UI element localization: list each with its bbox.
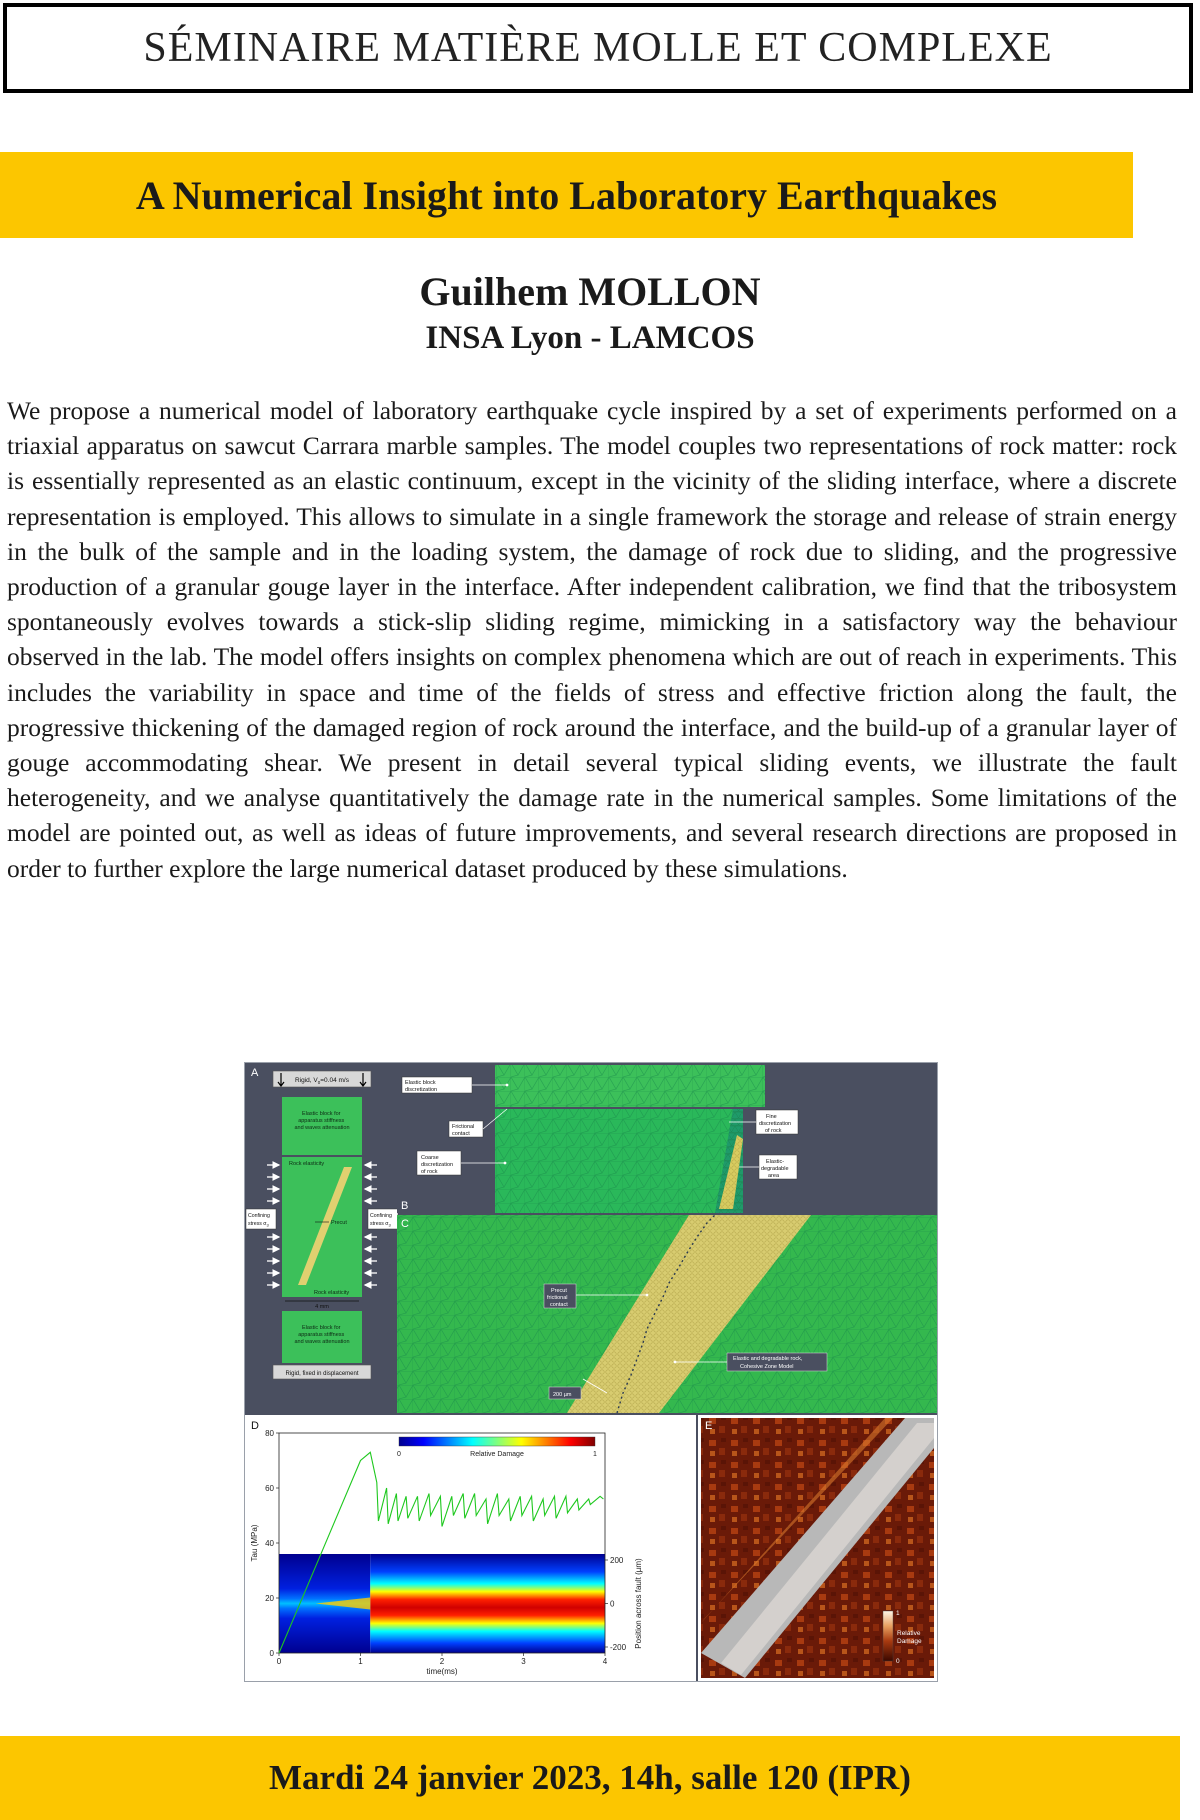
right-tick-label: -200 bbox=[610, 1643, 627, 1652]
panel-a-letter: A bbox=[251, 1067, 259, 1079]
rock-elasticity-bottom-label: Rock elasticity bbox=[314, 1290, 350, 1296]
x-tick-label: 3 bbox=[521, 1657, 526, 1666]
panel-c-precut-label: Precut frictional contact bbox=[547, 1288, 568, 1308]
abstract-text: We propose a numerical model of laboratory earthquake cycle inspired by a set of experiments performed on a triaxial apparatus on sawcut Carrara marble samples. The model couples two representations of rock matter: rock is essentially represented as an elastic continuum, except in the vicinity of the sliding interface, where a discrete representation is employed. This allows to simulate in a single framework the storage and release of strain energy in the bulk of the sample and in the loading system, the damage of rock due to sliding, and the progressive production of a granular gouge layer in the interface. After independent calibration, we find that the tribosystem spontaneously evolves towards a stick-slip sliding regime, mimicking in a satisfactory way the behaviour observed in the lab. The model offers insights on complex phenomena which are out of reach in experiments. This includes the variability in space and time of the fields of stress and effective friction along the fault, the progressive thickening of the damaged region of rock around the interface, and the build-up of a granular layer of gouge accommodating shear. We present in detail several typical sliding events, we illustrate the fault heterogeneity, and we analyse quantitatively the damage rate in the numerical samples. Some limitations of the model are pointed out, as well as ideas of future improvements, and several research directions are proposed in order to further explore the large numerical dataset produced by these simulations. bbox=[7, 396, 1177, 883]
y-tick-label: 80 bbox=[265, 1429, 274, 1438]
colorbar-max-label: 1 bbox=[593, 1451, 597, 1458]
x-tick-label: 4 bbox=[602, 1657, 608, 1666]
colorbar-min-label: 0 bbox=[397, 1451, 401, 1458]
y-tick-label: 20 bbox=[265, 1594, 274, 1603]
panel-d-letter: D bbox=[251, 1420, 259, 1432]
confining-right-label: Confining stress $\sigma_3$ bbox=[370, 1213, 392, 1228]
panel-e-colorbar bbox=[883, 1611, 893, 1661]
panel-e-colorbar-min: 0 bbox=[896, 1658, 900, 1665]
panel-b-fine-label: Fine discretization of rock bbox=[759, 1114, 792, 1134]
panel-b-frictional-label: Frictional contact bbox=[452, 1124, 475, 1137]
figure bbox=[244, 1062, 938, 1682]
right-axis-label: Position across fault (µm) bbox=[634, 1558, 643, 1649]
talk-title: A Numerical Insight into Laboratory Earthquakes bbox=[135, 172, 998, 218]
damage-heatmap-late bbox=[370, 1554, 605, 1653]
bottom-block-label: Elastic block for apparatus stiffness and waves attenuation bbox=[294, 1325, 350, 1345]
panel-c-letter: C bbox=[401, 1218, 409, 1230]
damage-colorbar bbox=[399, 1437, 595, 1446]
y-tick-label: 40 bbox=[265, 1539, 274, 1548]
panel-a bbox=[245, 1063, 398, 1413]
panel-e-letter: E bbox=[705, 1420, 713, 1432]
precut-label: Precut bbox=[331, 1220, 347, 1226]
panel-e-colorbar-max: 1 bbox=[896, 1610, 900, 1617]
panel-b-degradable-label: Elastic- degradable area bbox=[761, 1159, 789, 1179]
panel-e-colorbar-label: Relative Damage bbox=[897, 1630, 922, 1645]
panel-d bbox=[245, 1415, 696, 1681]
date-band bbox=[0, 1736, 1180, 1820]
event-date: Mardi 24 janvier 2023, 14h, salle 120 (IPR) bbox=[269, 1758, 911, 1797]
right-tick-label: 200 bbox=[610, 1556, 624, 1565]
top-block-label: Elastic block for apparatus stiffness and waves attenuation bbox=[294, 1111, 350, 1131]
speaker-affiliation: INSA Lyon - LAMCOS bbox=[425, 320, 755, 356]
panel-b bbox=[397, 1063, 937, 1213]
x-axis-label: time(ms) bbox=[426, 1667, 458, 1676]
seminar-title: SÉMINAIRE MATIÈRE MOLLE ET COMPLEXE bbox=[143, 25, 1053, 71]
x-tick-label: 2 bbox=[439, 1657, 445, 1666]
colorbar-title: Relative Damage bbox=[470, 1451, 524, 1458]
top-platen-label: Rigid, $V_0=0.04$ m/s bbox=[294, 1077, 350, 1085]
x-tick-label: 0 bbox=[276, 1657, 282, 1666]
panel-b-elastic-block-label: Elastic block discretization bbox=[405, 1080, 438, 1093]
panel-c-scale-label: 200 µm bbox=[553, 1392, 572, 1398]
panel-e bbox=[698, 1415, 937, 1681]
x-tick-label: 1 bbox=[358, 1657, 363, 1666]
y-tick-label: 60 bbox=[265, 1484, 274, 1493]
confining-left-label: Confining stress $\sigma_3$ bbox=[248, 1213, 270, 1228]
panel-b-letter: B bbox=[401, 1200, 409, 1212]
right-tick-label: 0 bbox=[610, 1599, 615, 1609]
width-label: 4 mm bbox=[315, 1304, 329, 1310]
y-axis-label: Tau (MPa) bbox=[250, 1524, 259, 1562]
talk-title-band bbox=[0, 152, 1133, 238]
y-tick-label: 0 bbox=[269, 1649, 274, 1658]
rock-elasticity-top-label: Rock elasticity bbox=[289, 1161, 325, 1167]
bottom-platen-label: Rigid, fixed in displacement bbox=[285, 1371, 359, 1377]
panel-c bbox=[397, 1215, 937, 1413]
panel-c-cohesive-label: Elastic and degradable rock, Cohesive Zone Model bbox=[733, 1356, 803, 1370]
figure-svg bbox=[245, 1063, 937, 1681]
seminar-header bbox=[3, 3, 1193, 93]
speaker-name: Guilhem MOLLON bbox=[419, 269, 761, 314]
panel-b-coarse-label: Coarse discretization of rock bbox=[421, 1155, 454, 1175]
